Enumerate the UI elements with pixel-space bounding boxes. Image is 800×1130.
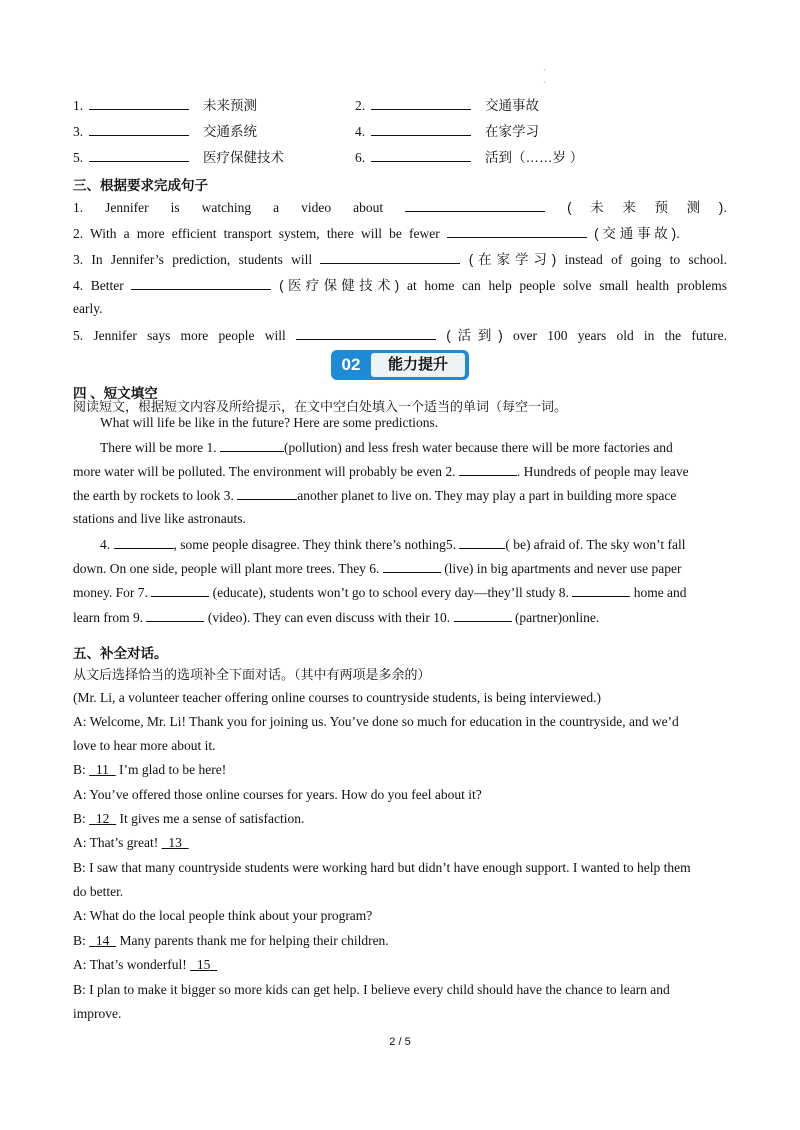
dialogue-line: A: That’s great! 13 (73, 834, 189, 852)
vocab-item: 3. 交通系统 (73, 124, 257, 139)
dialogue-line: A: What do the local people think about your program? (73, 908, 373, 923)
passage-line: stations and live like astronauts. (73, 511, 246, 526)
dialogue-line: improve. (73, 1006, 122, 1021)
dialogue-context: (Mr. Li, a volunteer teacher offering online courses to countryside students, is being interviewed.) (73, 690, 601, 705)
dialogue-line: B: 12 It gives me a sense of satisfaction. (73, 811, 305, 826)
answer-blank[interactable] (383, 559, 441, 573)
dialogue-line: love to hear more about it. (73, 738, 216, 753)
answer-blank[interactable]: 11 (95, 762, 109, 777)
answer-blank[interactable] (89, 122, 189, 136)
section-banner (331, 350, 469, 380)
answer-blank[interactable] (459, 535, 505, 549)
section-instruction: 从文后选择恰当的选项补全下面对话。（其中有两项是多余的） (73, 667, 431, 682)
dialogue-line: A: That’s wonderful! 15 (73, 956, 217, 974)
dialogue-line: B: 14 Many parents thank me for helping their children. (73, 933, 389, 948)
dialogue-line: A: Welcome, Mr. Li! Thank you for joining us. You’ve done so much for education in the countryside, and we’d (73, 714, 679, 729)
answer-blank[interactable] (114, 535, 174, 549)
answer-blank[interactable] (371, 96, 471, 110)
dialogue-line: B: I saw that many countryside students were working hard but didn’t have enough support. I wanted to help them (73, 860, 691, 875)
answer-blank[interactable] (131, 276, 271, 290)
sentence-continuation: early. (73, 301, 103, 316)
vocab-item: 1. 未来预测 (73, 98, 257, 113)
page-number: 2 / 5 (389, 1036, 411, 1048)
answer-blank[interactable] (89, 148, 189, 162)
answer-blank[interactable] (371, 122, 471, 136)
vocab-item: 5. 医疗保健技术 (73, 150, 284, 165)
section-heading: 四 、短文填空 (73, 386, 158, 401)
answer-blank[interactable]: 15 (196, 957, 211, 972)
dialogue-line: do better. (73, 884, 124, 899)
sentence-item: 3. In Jennifer’s prediction, students will (在家学习) instead of going to school. (73, 252, 728, 267)
answer-blank[interactable]: 12 (95, 811, 110, 826)
section-heading: 五、补全对话。 (73, 646, 168, 661)
decorative-dot: · (543, 78, 546, 87)
answer-blank[interactable] (151, 583, 209, 597)
answer-blank[interactable] (220, 438, 284, 452)
passage-line: down. On one side, people will plant more trees. They 6. (live) in big apartments and never use paper (73, 561, 682, 576)
answer-blank[interactable] (405, 198, 545, 212)
sentence-item: 1. Jennifer is watching a video about (未来预测). (73, 200, 728, 215)
answer-blank[interactable] (320, 250, 460, 264)
vocab-item: 4. 在家学习 (355, 124, 539, 139)
passage-line: the earth by rockets to look 3. another planet to live on. They may play a part in building more space (73, 488, 677, 503)
passage-line: more water will be polluted. The environment will probably be even 2. . Hundreds of people may leave (73, 464, 689, 479)
passage-line: 4. , some people disagree. They think there’s nothing5. ( be) afraid of. The sky won’t fall (100, 537, 686, 552)
vocab-item: 6. 活到（……岁 ） (355, 150, 584, 165)
passage-line: learn from 9. (video). They can even discuss with their 10. (partner)online. (73, 610, 600, 625)
answer-blank[interactable] (572, 583, 630, 597)
banner-label: 能力提升 (371, 353, 465, 377)
answer-blank[interactable] (89, 96, 189, 110)
passage-line: There will be more 1. (pollution) and less fresh water because there will be more factories and (100, 440, 673, 455)
answer-blank[interactable] (454, 608, 512, 622)
banner-number: 02 (341, 355, 361, 374)
vocab-item: 2. 交通事故 (355, 98, 539, 113)
answer-blank[interactable] (371, 148, 471, 162)
decorative-dot: · (543, 66, 546, 75)
answer-blank[interactable]: 14 (95, 933, 110, 948)
passage-intro: What will life be like in the future? Here are some predictions. (100, 415, 439, 430)
dialogue-line: A: You’ve offered those online courses for years. How do you feel about it? (73, 787, 482, 802)
answer-blank[interactable] (237, 486, 297, 500)
section-heading: 三、根据要求完成句子 (73, 178, 208, 193)
sentence-item: 4. Better (医疗保健技术) at home can help people solve small health problems (73, 278, 728, 293)
sentence-item: 2. With a more efficient transport system, there will be fewer (交通事故). (73, 226, 680, 241)
dialogue-line: B: 11 I’m glad to be here! (73, 762, 227, 777)
answer-blank[interactable] (447, 224, 587, 238)
passage-line: money. For 7. (educate), students won’t go to school every day—they’ll study 8. home and (73, 585, 687, 600)
dialogue-line: B: I plan to make it bigger so more kids can get help. I believe every child should have the chance to learn and (73, 982, 670, 997)
answer-blank[interactable] (459, 462, 517, 476)
sentence-item: 5. Jennifer says more people will (活到) over 100 years old in the future. (73, 328, 728, 343)
answer-blank[interactable]: 13 (168, 835, 182, 850)
section-instruction: 阅读短文，根据短文内容及所给提示，在文中空白处填入一个适当的单词（每空一词。 (73, 399, 568, 414)
answer-blank[interactable] (296, 326, 436, 340)
answer-blank[interactable] (146, 608, 204, 622)
